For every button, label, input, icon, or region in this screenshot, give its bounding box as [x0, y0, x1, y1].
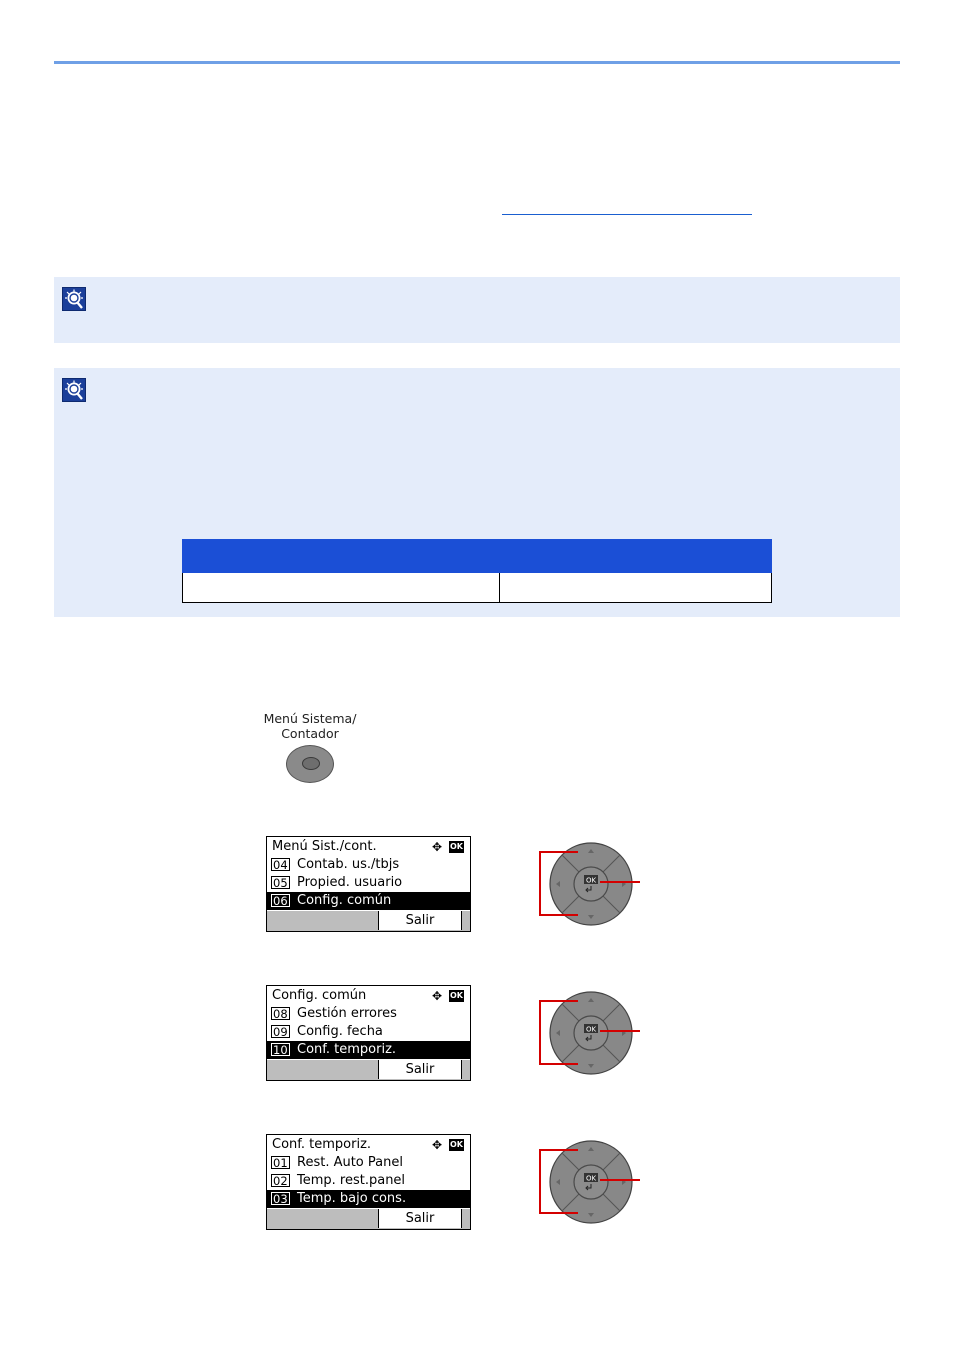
lcd-title-row — [267, 987, 470, 1005]
table-cell — [183, 573, 500, 603]
lcd-screen-common-settings — [266, 985, 471, 1081]
exit-softkey[interactable]: Salir — [378, 1209, 462, 1228]
lcd-title-row — [267, 1136, 470, 1154]
lcd-item-number: 06 — [273, 894, 288, 908]
ok-key-label: OK — [585, 1174, 597, 1183]
lcd-item-number: 05 — [273, 876, 288, 890]
lcd-item-label: Gestión errores — [297, 1006, 397, 1021]
ok-key-label: OK — [585, 1025, 597, 1034]
lcd-list-item[interactable] — [267, 1154, 470, 1172]
lcd-item-label: Propied. usuario — [297, 875, 403, 890]
note-icon — [62, 378, 86, 402]
table-row — [183, 573, 772, 603]
lcd-item-number: 09 — [273, 1025, 288, 1039]
lcd-item-number: 02 — [273, 1174, 288, 1188]
note-box — [54, 368, 900, 617]
lcd-list-item-selected[interactable] — [267, 1190, 470, 1208]
lcd-item-number: 04 — [273, 858, 288, 872]
system-menu-key-button[interactable] — [286, 745, 334, 783]
lcd-list-item[interactable] — [267, 1023, 470, 1041]
lcd-item-label: Temp. bajo cons. — [297, 1191, 407, 1206]
lcd-list-item-selected[interactable] — [267, 892, 470, 910]
ok-badge-icon: OK — [450, 991, 463, 1000]
lcd-item-label: Conf. temporiz. — [297, 1042, 397, 1057]
system-menu-key-label-line2: Contador — [281, 726, 339, 741]
system-menu-key-label-line1: Menú Sistema/ — [263, 711, 357, 726]
lcd-item-label: Contab. us./tbjs — [297, 857, 400, 872]
table-header-cell — [500, 540, 772, 573]
lcd-list-item[interactable] — [267, 874, 470, 892]
lcd-title: Config. común — [272, 988, 367, 1003]
navigation-pad[interactable] — [536, 1136, 648, 1228]
exit-softkey[interactable]: Salir — [378, 1060, 462, 1079]
lcd-softkey-bar — [267, 911, 470, 931]
lcd-item-number: 08 — [273, 1007, 288, 1021]
lcd-item-label: Rest. Auto Panel — [297, 1155, 403, 1170]
table-header-cell — [183, 540, 500, 573]
lcd-screen-system-menu — [266, 836, 471, 932]
lcd-item-number: 03 — [273, 1192, 288, 1206]
ok-badge-icon: OK — [450, 1140, 463, 1149]
lcd-softkey-bar — [267, 1209, 470, 1229]
ok-badge-icon: OK — [450, 842, 463, 851]
lcd-list-item[interactable] — [267, 1005, 470, 1023]
hyperlink[interactable] — [502, 214, 752, 215]
system-menu-key[interactable] — [252, 711, 368, 741]
table-header-row — [183, 540, 772, 573]
header-rule — [54, 61, 900, 64]
lcd-item-label: Config. común — [297, 893, 392, 908]
navigation-pad[interactable] — [536, 838, 648, 930]
lcd-list-item[interactable] — [267, 856, 470, 874]
lcd-list-item[interactable] — [267, 1172, 470, 1190]
four-way-arrow-icon: ✥ — [432, 840, 443, 854]
four-way-arrow-icon: ✥ — [432, 1138, 443, 1152]
lcd-softkey-bar — [267, 1060, 470, 1080]
ok-key-label: OK — [585, 876, 597, 885]
note-box — [54, 277, 900, 343]
note-icon — [62, 287, 86, 311]
lcd-list-item-selected[interactable] — [267, 1041, 470, 1059]
four-way-arrow-icon: ✥ — [432, 989, 443, 1003]
lcd-title: Menú Sist./cont. — [272, 839, 377, 854]
lcd-item-number: 10 — [273, 1043, 288, 1057]
lcd-screen-timer-settings — [266, 1134, 471, 1230]
lcd-title: Conf. temporiz. — [272, 1137, 372, 1152]
lcd-title-row — [267, 838, 470, 856]
table-cell — [500, 573, 772, 603]
lcd-item-number: 01 — [273, 1156, 288, 1170]
settings-table — [182, 539, 772, 603]
navigation-pad[interactable] — [536, 987, 648, 1079]
exit-softkey[interactable]: Salir — [378, 911, 462, 930]
lcd-item-label: Config. fecha — [297, 1024, 383, 1039]
lcd-item-label: Temp. rest.panel — [297, 1173, 406, 1188]
